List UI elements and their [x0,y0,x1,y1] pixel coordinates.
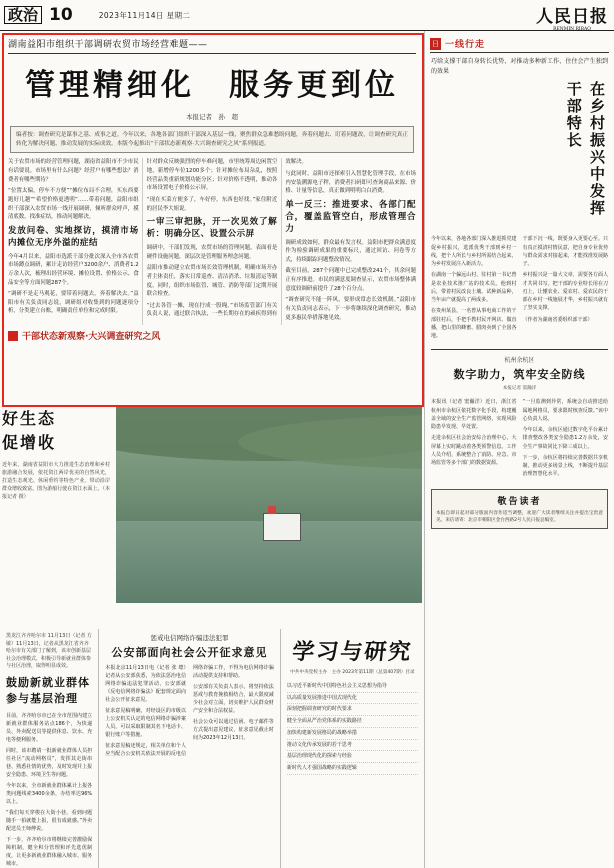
series-tag [8,329,416,342]
paper-logo [536,2,608,32]
article-body [6,712,92,868]
paragraph: （作者为湖南省委组织部干部） [522,316,593,323]
paragraph: 干部下沉一线，既要身入更要心至。只有真正摸清村情民意，把自身专业优势与群众需求对接起来，才能找准发展路子。 [522,236,608,268]
editor-note: 编者按：调查研究是谋事之基、成事之道。今年以来，各地各部门组织干部深入基层一线，聚焦群众急难愁盼问题，奔着问题去、盯着问题改，让调查研究真正转化为解决问题、推动发展的实际成效。本版今起推出“干部状态新观察·大兴调查研究之风”系列报道。 [10,126,414,153]
divider [431,349,608,350]
article-title: 鼓励新就业群体参与基层治理 [6,675,90,705]
column-flag [430,37,609,53]
notice-title: 敬告读者 [497,496,542,507]
article-byline: 本报记者 窦瀚洋 [502,386,537,392]
lead-article [0,31,424,344]
page-number: 10 [49,5,73,25]
list-item: 以高质量发展推进中国式现代化 [287,693,418,705]
lead-paragraph: “现在买菜方便多了，车好停，东西也好找。”家住附近的居民李大姐说。 [146,196,278,212]
photo-title: 好生态 促增收 [2,409,57,452]
article-basic-governance [0,629,99,868]
photo-text [2,407,110,501]
boat [263,513,301,541]
lead-paragraph: “位置太偏，停车不方便”“摊位布局不合理，买东西要跑好几趟”“希望价格更透明”……带着问题，益阳市组织干部深入农贸市场一线开展调研，倾听群众呼声，摸清底数，找准症结，推动问题解决。 [8,188,139,221]
list-item: 推动文化传承发展的若干思考 [287,740,418,752]
flag-mark-icon: 日 [432,39,439,48]
journal-promo [281,629,424,868]
lead-paragraph: 与此同时，益阳市还探索引入智慧化管理手段，在市场内安装溯源电子秤，消费者扫码即可查询商品来源、价格、计量等信息，真正做到明明白白消费。 [285,170,416,195]
left-column [0,31,425,868]
paragraph: “一旦监测到异常，系统会自动推送给属地网格员，要求限时核查反馈。”该中心负责人说。 [522,399,608,422]
lead-paragraph: “过去各管一摊，现在拧成一股绳。”市场监管部门有关负责人说，通过联合执法，一些长期存在的顽疾得到有效解决。 [146,159,307,318]
reader-notice [431,489,608,530]
paragraph: 征求意见稿明确，对经设区的市级以上公安机关认定的电信网络诈骗涉案人员，可以采取限制其名下电话卡、银行账户等措施。 [105,708,186,738]
paper-name: 人民日报 [536,7,608,27]
lead-paragraph: 针对群众反映强烈的停车难问题，市里统筹周边闲置空地，新增停车位1200多个；针对摊位布局杂乱，按照经营品类重新规划功能分区；针对价格不透明，推动各市场设置电子价格公示屏。 [146,159,278,192]
section-label: 政治 [4,6,42,24]
article-kicker: 杭州余杭区 [504,357,535,365]
commentary-title-wrap [425,77,614,231]
masthead [0,0,614,31]
lead-byline: 本报记者 孙 超 [186,113,238,121]
series-tag-label: 干部状态新观察·大兴调查研究之风 [22,332,161,343]
paragraph: 下一步，余杭区将持续完善数据共享机制，推动更多场景上线，不断提升基层治理智慧化水平。 [522,454,608,478]
article-yuhang-safety [425,355,614,482]
lead-paragraph: 截至目前，287个问题中已完成整改241个，其余问题正有序推进。市民的满意度调查显示，农贸市场整体满意度较调研前提升了28个百分点。 [285,268,416,292]
article-body [425,394,614,482]
paragraph: 在贵州某县，一名曾从事电商工作的干部驻村后，手把手教村民开网店、做直播，把山里的蜂蜜、腊肉卖到了全国各地。 [431,308,517,340]
page-body [0,31,614,868]
list-item: 健全全面从严治党体系的实践路径 [287,716,418,728]
paragraph: 征求意见稿还规定，相关单位和个人应当配合公安机关依法开展的反电信网络诈骗工作，不得为电信网络诈骗活动提供支持和帮助。 [105,665,274,757]
paragraph: 本报北京11月13日电（记者 张 璁）记者从公安部获悉，为依法惩治电信网络诈骗违法犯罪活动，公安部就《反电信网络诈骗法》配套规定面向社会公开征求意见。 [105,665,186,703]
bottom-left-section [0,629,424,868]
paragraph: 今年以来，各地各部门深入推进抓党建促乡村振兴，选派优秀干部到乡村一线，把个人所长与乡村所需结合起来，为乡村发展注入新活力。 [431,236,517,268]
paragraph: 下一步，齐齐哈尔市将继续完善激励保障机制，健全积分管理和评先选优制度，让更多新就业群体融入城市、服务城市。 [6,836,93,867]
article-kicker: 惩戒电信网络诈骗违法犯罪 [150,634,229,642]
lead-paragraph: “调查研究不能一阵风，要形成常态长效机制。”益阳市有关负责同志表示，下一步将继续深化调查研究，推动更多惠民举措落地见效。 [285,297,416,321]
article-title: 数字助力，筑牢安全防线 [453,368,586,382]
lead-body [8,158,416,325]
series-tag-icon [8,331,18,341]
paragraph: “我们每天穿梭在大街小巷，看到问题随手一拍就能上报，很有成就感。”外卖配送员王师傅说。 [6,809,93,832]
paragraph: 今年以来，全市新就业群体累计上报各类问题线索3400余条，办结率达96%以上。 [6,782,93,805]
paragraph: 目前，齐齐哈尔市已在全市范围内建立新就业群体服务站点186个，为快递员、外卖配送员等提供休息、饮水、充电等便利服务。 [6,712,93,743]
photo-image [116,407,422,603]
list-item: 以习近平新时代中国特色社会主义思想为指导 [287,681,418,693]
list-item: 深刻把握调查研究的时代要求 [287,704,418,716]
article-body [105,664,274,758]
masthead-section [4,5,73,25]
lead-subhead: 发放问卷、实地探访，摸清市场内摊位无序外溢的症结 [8,225,139,248]
list-item: 新时代人才强国战略的实践逻辑 [287,763,418,775]
lead-paragraph: 关于农贸市场的经营管理问题，湖南省益阳市不少市民有话要说。市场里有什么问题？经营户有哪些想法？消费者有哪些期待？ [8,159,139,183]
lead-paragraph: 今年4月以来，益阳市选派干部分批次深入全市各农贸市场蹲点调研，累计走访经营户3200余户、消费者1.2万余人次，梳理出经营环境、摊位设置、价格公示、食品安全等方面问题287个。 [8,253,139,286]
flag-label: 一线行走 [445,40,486,50]
lead-subhead: 单一反三：推进要求、各部门配合，覆盖监管空白，形成管理合力 [285,199,416,234]
lead-shoulder: 湖南益阳市组织干部调研农贸市场经营难题—— [8,37,416,54]
right-column [425,31,614,868]
paragraph: 走进余杭区社会治安综合治理中心，大屏幕上实时跳动着各类预警信息。工作人员介绍，系统整合了消防、应急、市场监管等多个部门的数据资源。 [431,435,517,467]
commentary-body [425,231,614,344]
journal-meta: 中共中央党校主办 主办 2023年第11期（总第407期）目录 [290,670,415,675]
commentary-standfirst: 巧给支撑干部自身转长优势，对推动多种新工作、住住会产生独到的效果 [431,58,608,76]
paragraph: 今年以来，余杭区通过数字化平台累计排查整改各类安全隐患1.2万余处，安全生产事故同比下降三成以上。 [522,427,608,450]
journal-title: 学习与研究 [290,639,414,665]
dateline: 黑龙江齐齐哈尔市 11月13日（记者 方 敏）11月13日，记者从黑龙江省齐齐哈尔市有关部门了解到，该市创新基层社会治理模式，积极引导新就业群体参与社区治理，取得明显成效。 [6,633,92,669]
list-item: 基层治理现代化的探索与经验 [287,751,418,763]
paragraph: 本报讯（记者 窦瀚洋）近日，浙江省杭州市余杭区依托数字化手段，构建覆盖全域的安全生产监管网络，实现风险隐患早发现、早处置。 [431,399,517,431]
lead-paragraph: “调研不是走马观花，要带着问题去，奔着解决去。”益阳市有关负责同志说，调研组对收集到的问题逐项分析，分类建立台账，明确责任单位和完成时限。 [8,291,139,315]
lead-paragraph: 益阳市推动建立农贸市场长效管理机制，明确市场开办者主体责任，落实日常巡查、清洁消杀、垃圾清运等制度。同时，组织市场监管、城管、消防等部门定期开展联合检查。 [146,265,278,298]
photo-caption: 近年来，湖南省益阳市大力推进生态治理和乡村旅游融合发展，依托资江两岸优美的自然风光，打造生态观光、休闲垂钓等特色产业，带动沿岸群众增收致富。图为游船行驶在资江水面上。（本报记者 摄） [2,462,110,500]
paragraph: 同时，该市聘请一批新就业群体人员担任社区“流动网格员”，发挥其走街串巷、熟悉社情的优势，及时发现并上报安全隐患、环境卫生等问题。 [6,747,93,778]
notice-body: 本报自即日起对部分版面内容作适当调整，欢迎广大读者继续关注并提出宝贵意见。来信请寄：北京市朝阳区金台西路2号人民日报总编室。 [436,510,603,523]
publication-date: 2023年11月14日 星期二 [98,10,191,20]
paragraph: 在湖南一个偏远山村，驻村第一书记曾是农业技术推广站的技术员。他到村后，带着村民改良土壤、试种新品种，当年亩产就提高了两成多。 [431,272,517,304]
paragraph: 乡村振兴是一篇大文章，需要各方面人才共同书写。把干部的专业特长用在刀刃上，让懂农业、爱农村、爱农民的干部在乡村一线施展才华，乡村振兴就有了坚实支撑。 [522,272,608,312]
article-telecom-fraud [99,629,281,868]
paragraph: 社会公众可以通过信函、电子邮件等方式提出意见建议，征求意见截止时间为2023年12月13日。 [193,719,274,741]
lead-paragraph: 调研成效如何，群众最有发言权。益阳市把群众满意度作为检验调研成果的重要标尺，通过回访、问卷等方式，持续跟踪问题整改情况。 [285,239,416,263]
article-title: 公安部面向社会公开征求意见 [111,646,268,659]
lead-subhead: 一审三审把脉，开一次见效了解析：明确分区、设置公示屏 [146,217,278,240]
list-item: 加快构建新发展格局的战略举措 [287,728,418,740]
journal-contents [287,681,418,775]
commentary-title: 在乡村振兴中发挥干部特长 [564,81,606,218]
paper-name-pinyin: RENMIN RIBAO [553,27,591,32]
lead-headline: 管理精细化 服务更到位 [25,68,399,103]
photo-story [0,405,424,625]
paragraph: 公安部有关负责人表示，将坚持依法惩戒与教育挽救相结合，最大限度减少社会对立面，切实维护人民群众财产安全和合法权益。 [193,684,274,714]
lead-paragraph: 调研中，干部们发现，农贸市场的管理问题，表面看是硬件设施问题，深层次是管理服务理念问题。 [146,244,278,260]
